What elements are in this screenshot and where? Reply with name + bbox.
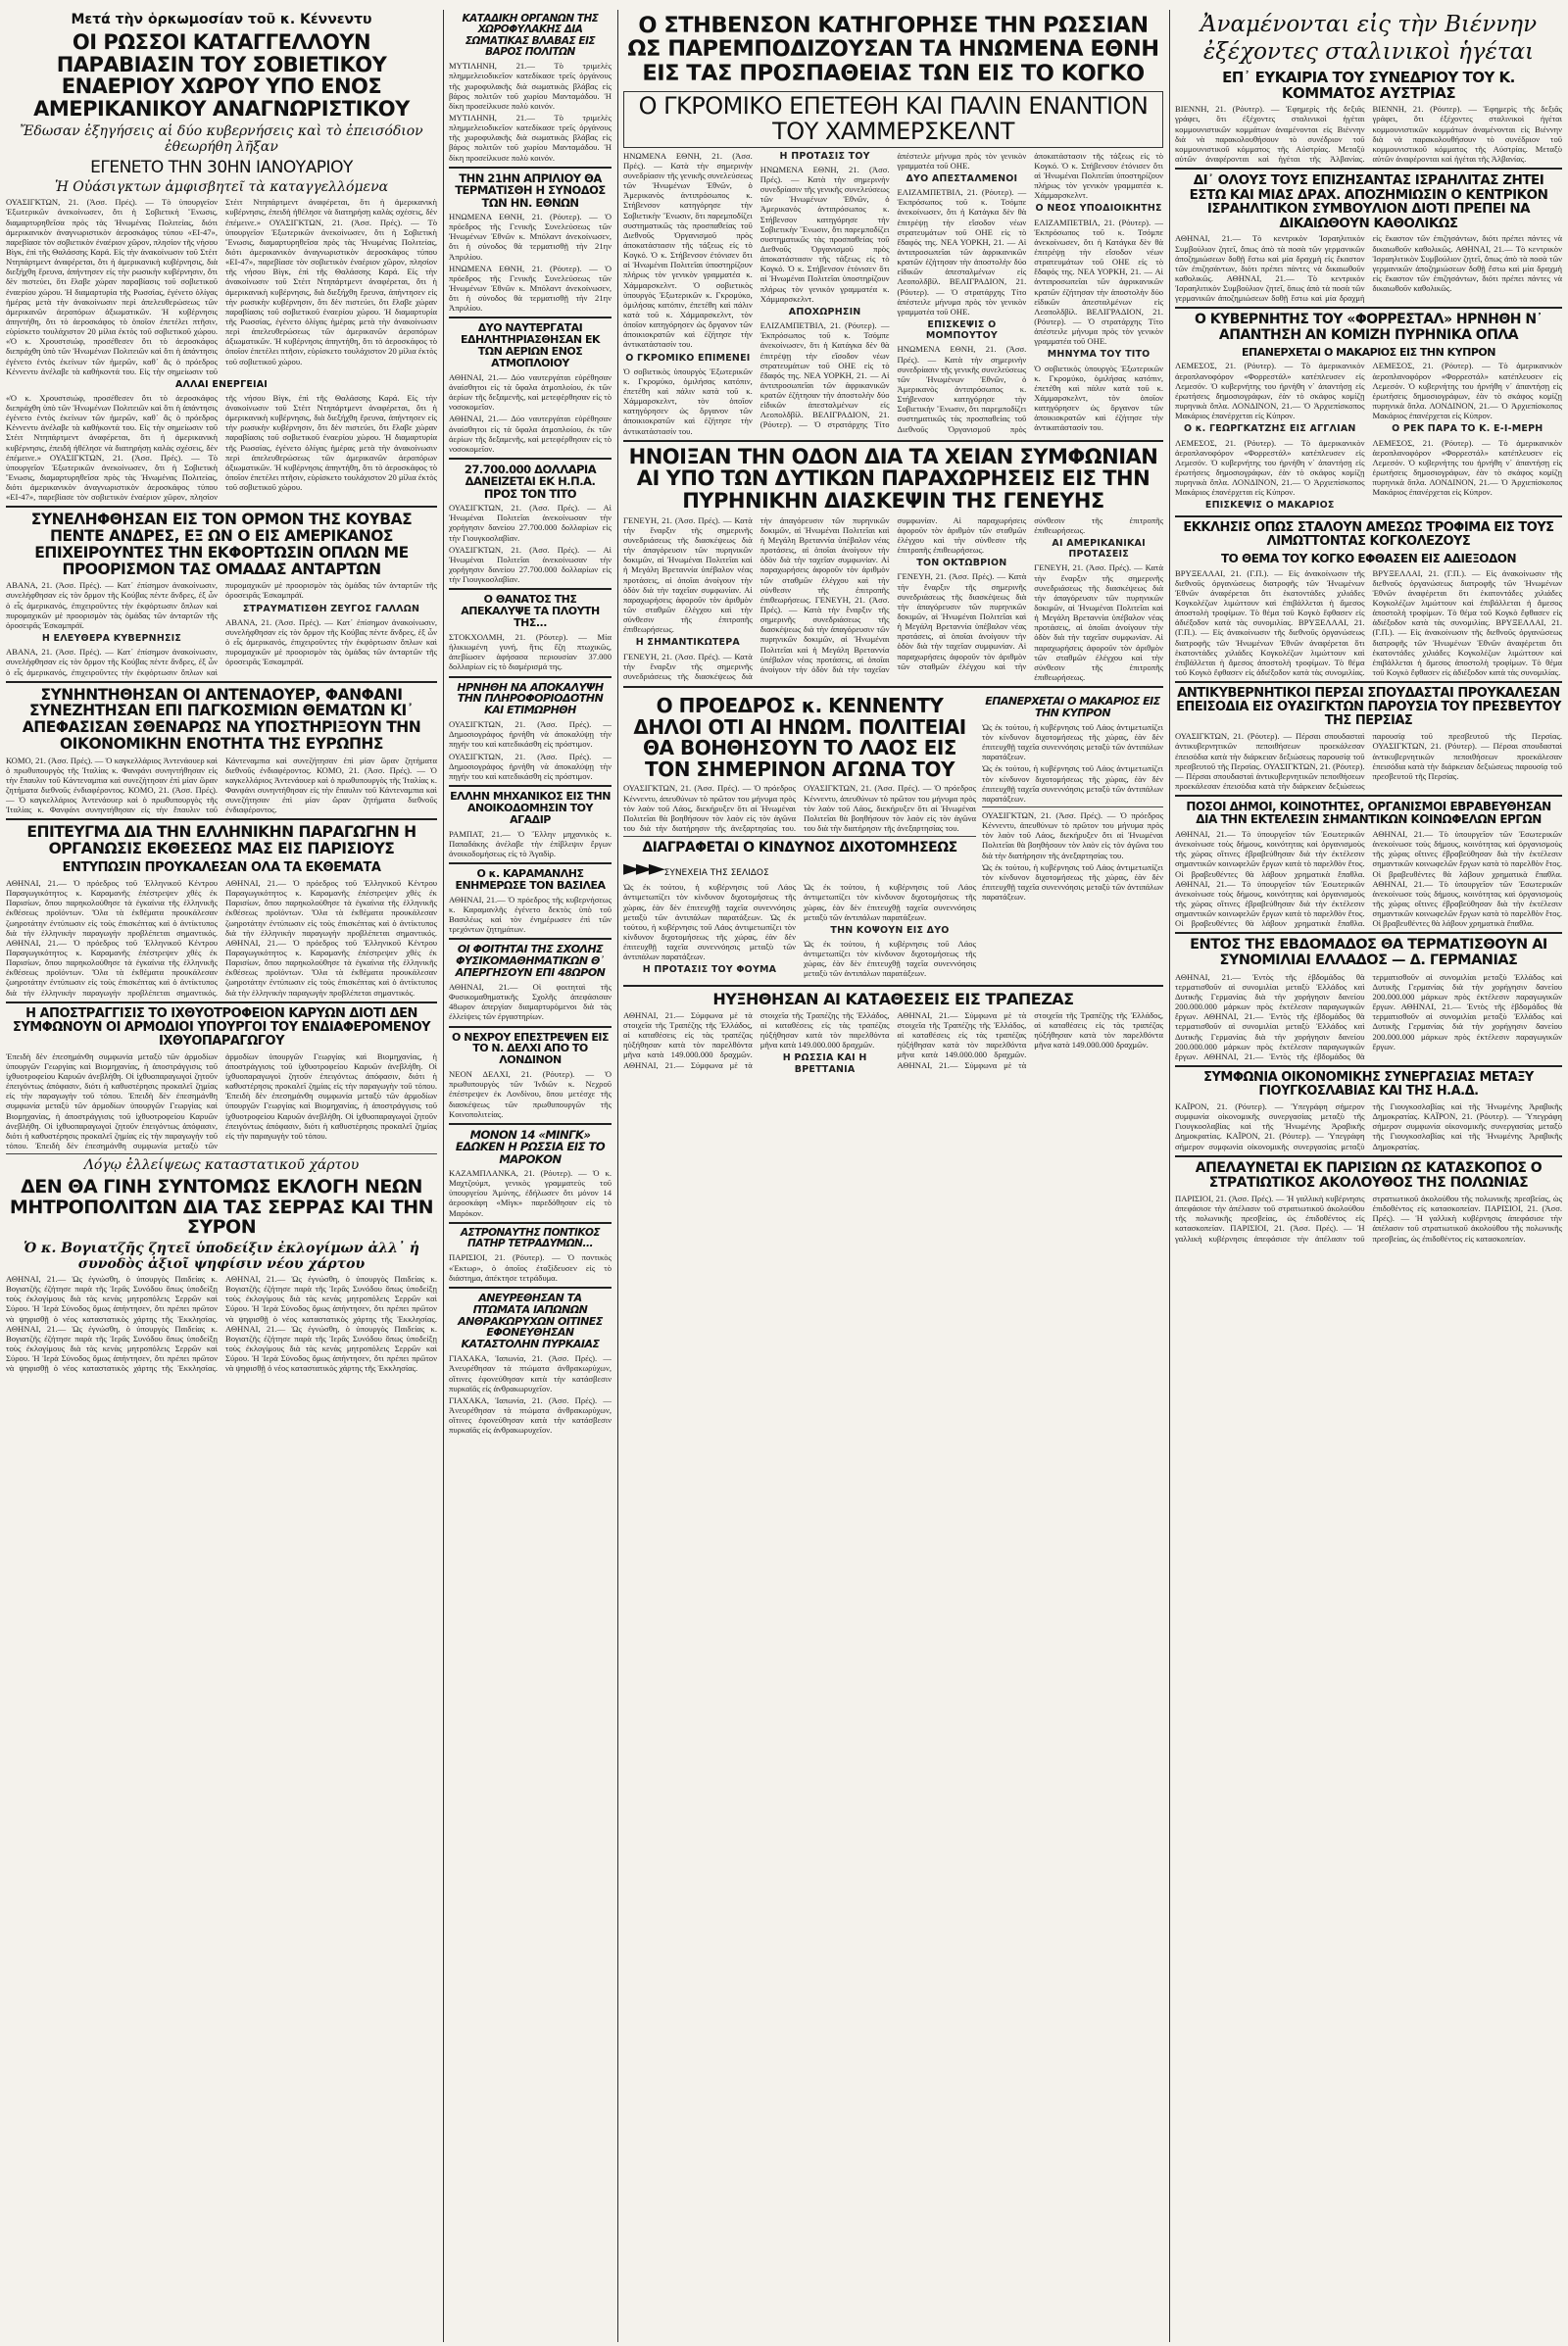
- subheadline: ΕΝΤΥΠΩΣΙΝ ΠΡΟΥΚΑΛΕΣΑΝ ΟΛΑ ΤΑ ΕΚΘΕΜΑΤΑ: [62, 859, 381, 875]
- article-body: [1175, 233, 1562, 303]
- article-text: ΑΘΗΝΑΙ, 21.— Τὸ κεντρικὸν Ἰσραηλιτικὸν Συμβούλιον ζητεῖ, ὅπως ἀπὸ τὰ ποσὰ τῶν γερμανικῶν ἀποζημιώσεων δοθῇ ἔστω καὶ μία δραχμὴ εἰς ἕκαστον τῶν ἐπιζησάντων, διότι πρέπει πάντες νὰ δικαιωθοῦν καθολικῶς.: [1175, 233, 1365, 283]
- subheadline: Ὁ κ. Βογιατζῆς ζητεῖ ὑποδείξιν ἐκλογίμων ἀλλ᾽ ἡ συνοδὸς ἀξιοῖ ψηφίσιν νέου χάρτου: [24, 1240, 419, 1272]
- subheadline: ΤΟ ΘΕΜΑ ΤΟΥ ΚΟΓΚΟ ΕΦΘΑΣΕΝ ΕΙΣ ΑΔΙΕΞΟΔΟΝ: [1220, 551, 1517, 565]
- headline: 27.700.000 ΔΟΛΛΑΡΙΑ ΔΑΝΕΙΖΕΤΑΙ ΕΚ Η.Π.Α. ΠΡΟΣ ΤΟΝ ΤΙΤΟ: [464, 462, 597, 501]
- article-text: Ὡς ἐκ τούτου, ἡ κυβέρνησις τοῦ Λάος ἀντιμετωπίζει τὸν κίνδυνον διχοτομήσεως τῆς χώρας, ἐὰν δὲν ἐπιτευχθῇ ταχεῖα συνεννόησις μεταξὺ τῶν ἀντιπάλων παρατάξεων.: [804, 882, 976, 922]
- side-column: [982, 692, 1163, 981]
- article-text: ΟΥΑΣΙΓΚΤΩΝ, 21. (Ἀσσ. Πρές). — Ὁ πρόεδρος Κέννεντυ, ἀπευθύνων τὸ πρῶτον του μήνυμα πρὸς τὸν λαὸν τοῦ Λάος, διεκήρυξεν ὅτι αἱ Ἡνωμέναι Πολιτεῖαι θὰ βοηθήσουν τὸν λαὸν εἰς τὸν ἀγῶνα του διὰ τὴν διατήρησιν τῆς ἀνεξαρτησίας του.: [982, 809, 1163, 860]
- article-body: [1175, 731, 1562, 791]
- headline: ΔΥΟ ΝΑΥΤΕΡΓΑΤΑΙ ΕΔΗΛΗΤΗΡΙΑΣΘΗΣΑΝ ΕΚ ΤΩΝ ΑΕΡΙΩΝ ΕΝΟΣ ΑΤΜΟΠΛΟΙΟΥ: [460, 321, 600, 369]
- article-text: ΑΘΗΝΑΙ, 21.— Δύο ναυτεργάται εὑρέθησαν ἀναίσθητοι εἰς τὰ ὕφαλα ἀτμοπλοίου, ἐκ τῶν ἀερίων τῆς δεξαμενῆς, καὶ μετεφέρθησαν εἰς τὸ νοσοκομεῖον.: [449, 414, 612, 454]
- article-text: ΕΛΙΖΑΜΠΕΤΒΙΛ, 21. (Ρόυτερ). — Ἐκπρόσωπος τοῦ κ. Τσόμπε ἀνεκοίνωσεν, ὅτι ἡ Κατάγκα δὲν θὰ ἐπιτρέψῃ τὴν εἴσοδον νέων στρατευμάτων τοῦ ΟΗΕ εἰς τὸ ἔδαφός της. ΝΕΑ ΥΟΡΚΗ, 21. — Αἱ ἀντιπροσωπεῖαι τῶν ἀφρικανικῶν κρατῶν ἐζήτησαν τὴν ἀποστολὴν δύο εἰδικῶν ἀπεσταλμένων εἰς Λεοπολδβίλ. ΒΕΛΙΓΡΑΔΙΟΝ, 21. (Ρόυτερ). — Ὁ στρατάρχης Τίτο ἀπέστειλε μήνυμα πρὸς τὸν γενικὸν γραμματέα τοῦ ΟΗΕ.: [897, 187, 1027, 317]
- headline: ΤΗΝ 21ΗΝ ΑΠΡΙΛΙΟΥ ΘΑ ΤΕΡΜΑΤΙΣΘΗ Η ΣΥΝΟΔΟΣ ΤΩΝ ΗΝ. ΕΘΝΩΝ: [455, 171, 606, 210]
- article-text: ΓΕΝΕΥΗ, 21. (Ἀσσ. Πρές). — Κατὰ τὴν ἔναρξιν τῆς σημερινῆς συνεδριάσεως τῆς διασκέψεως διὰ τὴν ἀπαγόρευσιν τῶν πυρηνικῶν δοκιμῶν, αἱ Ἡνωμέναι Πολιτεῖαι καὶ ἡ Μεγάλη Βρεταννία ὑπέβαλον νέας προτάσεις, αἱ ὁποῖαι ἀνοίγουν τὴν ὁδὸν διὰ τὴν ταχεῖαν συμφωνίαν. Αἱ παραχωρήσεις ἀφοροῦν τὸν ἀριθμὸν τῶν σταθμῶν ἐλέγχου καὶ τὴν σύνθεσιν τῆς ἐπιτροπῆς ἐπιθεωρήσεως.: [623, 514, 890, 681]
- article-body: [623, 882, 976, 978]
- arrow-icon: ►►►: [623, 856, 662, 882]
- article-text: ΗΝΩΜΕΝΑ ΕΘΝΗ, 21. (Ρόυτερ). — Ὁ πρόεδρος τῆς Γενικῆς Συνελεύσεως τῶν Ἡνωμένων Ἐθνῶν κ. Μπόλαντ ἀνεκοίνωσεν, ὅτι ἡ σύνοδος θὰ τερματισθῇ τὴν 21ην Ἀπριλίου.: [449, 211, 612, 262]
- article-text: ΑΘΗΝΑΙ, 21.— Σύμφωνα μὲ τὰ στοιχεῖα τῆς Τραπέζης τῆς Ἑλλάδος, αἱ καταθέσεις εἰς τὰς τραπέζας ηὐξήθησαν κατὰ τὸν παρελθόντα μῆνα κατὰ 149.000.000 δραχμῶν.: [623, 1009, 753, 1060]
- headline: ΕΠΙΤΕΥΓΜΑ ΔΙΑ ΤΗΝ ΕΛΛΗΝΙΚΗΝ ΠΑΡΑΓΩΓΗΝ Η ΟΡΓΑΝΩΣΙΣ ΕΚΘΕΣΕΩΣ ΜΑΣ ΕΙΣ ΠΑΡΙΣΙΟΥΣ: [26, 823, 416, 858]
- article-text: ΗΝΩΜΕΝΑ ΕΘΝΗ, 21. (Ἀσσ. Πρές). — Κατὰ τὴν σημερινὴν συνεδρίασιν τῆς γενικῆς συνελεύσεως τῶν Ἡνωμένων Ἐθνῶν, ὁ Ἀμερικανὸς ἀντιπρόσωπος κ. Στήβενσον κατηγόρησε τὴν Σοβιετικὴν Ἕνωσιν, ὅτι παρεμποδίζει συστηματικῶς τὰς προσπαθείας τοῦ Διεθνοῦς Ὀργανισμοῦ πρὸς ἀποκατάστασιν τῆς τάξεως εἰς τὸ Κογκό. Ὁ κ. Στήβενσον ἐτόνισεν ὅτι αἱ Ἡνωμέναι Πολιτεῖαι ὑποστηρίζουν πλήρως τὸν γενικὸν γραμματέα κ. Χάμμαρσκελντ.: [897, 150, 1163, 434]
- article-text: ΚΑΪΡΟΝ, 21. (Ρόυτερ). — Ὑπεγράφη σήμερον συμφωνία οἰκονομικῆς συνεργασίας μεταξὺ τῆς Γιουγκοσλαβίας καὶ τῆς Ἡνωμένης Ἀραβικῆς Δημοκρατίας.: [1175, 1101, 1562, 1151]
- article-body: [6, 1051, 437, 1150]
- section-label: Ο ΓΚΡΟΜΙΚΟ ΕΠΙΜΕΝΕΙ: [625, 352, 751, 364]
- article-body: [6, 197, 437, 376]
- article-text: ΑΘΗΝΑΙ, 21.— Δύο ναυτεργάται εὑρέθησαν ἀναίσθητοι εἰς τὰ ὕφαλα ἀτμοπλοίου, ἐκ τῶν ἀερίων τῆς δεξαμενῆς, καὶ μετεφέρθησαν εἰς τὸ νοσοκομεῖον.: [449, 371, 612, 413]
- article-body: [6, 1274, 437, 1373]
- article-text: ΟΥΑΣΙΓΚΤΩΝ, 21. (Ρόυτερ). — Πέρσαι σπουδασταὶ ἀντικυβερνητικῶν πεποιθήσεων προεκάλεσαν ἐπεισόδια κατὰ τὴν διάρκειαν δεξιώσεως παρουσίᾳ τοῦ πρεσβευτοῦ τῆς Περσίας.: [1175, 731, 1562, 791]
- article-text: ΑΒΑΝΑ, 21. (Ἀσσ. Πρές). — Κατ᾽ ἐπίσημον ἀνακοίνωσιν, συνελήφθησαν εἰς τὸν ὅρμον τῆς Κούβας πέντε ἄνδρες, ἐξ ὧν ὁ εἷς ἀμερικανός, ἐπιχειροῦντες τὴν ἐκφόρτωσιν ὅπλων καὶ πυρομαχικῶν μὲ προορισμὸν τὰς ὁμάδας τῶν ἀνταρτῶν τῆς ὀροσειρᾶς Ἐσκαμπράϊ.: [6, 580, 218, 630]
- column-1: [6, 10, 437, 2342]
- section-label: ΔΥΟ ΑΠΕΣΤΑΛΜΕΝΟΙ: [906, 172, 1018, 184]
- article-text: ΣΤΟΚΧΟΛΜΗ, 21. (Ρόυτερ). — Μία ἡλικιωμένη γυνή, ἥτις ἔζη πτωχικῶς, ἀπεβίωσεν ἀφήσασα περιουσίαν 37.000 δολλαρίων εἰς τὸ διαμέρισμά της.: [449, 631, 612, 672]
- article-text: Ὁ σοβιετικὸς ὑπουργὸς Ἐξωτερικῶν κ. Γκρομύκο, ὁμιλήσας κατόπιν, ἐπετέθη καὶ πάλιν κατὰ τοῦ κ. Χάμμαρσκελντ, τὸν ὁποῖον κατηγόρησεν ὡς ὄργανον τῶν ἀποικιοκρατῶν καὶ ἐζήτησε τὴν ἀντικατάστασίν του.: [623, 279, 753, 350]
- article-text: ΟΥΑΣΙΓΚΤΩΝ, 21. (Ἀσσ. Πρές). — Ὁ πρόεδρος Κέννεντυ, ἀπευθύνων τὸ πρῶτον του μήνυμα πρὸς τὸν λαὸν τοῦ Λάος, διεκήρυξεν ὅτι αἱ Ἡνωμέναι Πολιτεῖαι θὰ βοηθήσουν τὸν λαὸν εἰς τὸν ἀγῶνα του διὰ τὴν διατήρησιν τῆς ἀνεξαρτησίας του.: [804, 783, 976, 834]
- article-text: ΑΘΗΝΑΙ, 21.— Ὡς ἐγνώσθη, ὁ ὑπουργὸς Παιδείας κ. Βογιατζῆς ἐζήτησε παρὰ τῆς Ἱερᾶς Συνόδου ὅπως ὑποδείξῃ τοὺς ἐκλογίμους διὰ τὰς κενὰς μητροπόλεις Σερρῶν καὶ Σύρου. Ἡ Ἱερὰ Σύνοδος ὅμως ἀπήντησεν, ὅτι πρέπει πρῶτον νὰ ψηφισθῇ ὁ νέος καταστατικὸς χάρτης τῆς Ἐκκλησίας.: [225, 1273, 437, 1324]
- article-body: [623, 151, 1163, 436]
- article-text: ΝΕΟΝ ΔΕΛΧΙ, 21. (Ρόυτερ). — Ὁ πρωθυπουργὸς τῶν Ἰνδιῶν κ. Νεχροῦ ἐπέστρεψεν ἐκ Λονδίνου, ὅπου μετέσχε τῆς διασκέψεως τῶν πρωθυπουργῶν τῆς Κοινοπολιτείας.: [449, 1069, 612, 1119]
- continuation-note: [623, 858, 976, 880]
- article-text: Ἐπειδὴ δὲν ἐπεσημάνθη συμφωνία μεταξὺ τῶν ἁρμοδίων ὑπουργῶν Γεωργίας καὶ Βιομηχανίας, ἡ ἀποστράγγισις τοῦ ἰχθυοτροφείου Καρυῶν ἀνεβλήθη. Οἱ ἰχθυοπαραγωγοὶ ζητοῦν ἐπειγόντως ἀπόφασιν, διότι ἡ καθυστέρησις προκαλεῖ ζημίας εἰς τὴν παραγωγὴν τοῦ τόπου.: [225, 1091, 437, 1141]
- headline: ΕΛΛΗΝ ΜΗΧΑΝΙΚΟΣ ΕΙΣ ΤΗΝ ΑΝΟΙΚΟΔΟΜΗΣΙΝ ΤΟΥ ΑΓΑΔΙΡ: [450, 789, 611, 826]
- article-text: ΑΘΗΝΑΙ, 21.— Τὸ ὑπουργεῖον τῶν Ἐσωτερικῶν ἀνεκοίνωσε τοὺς δήμους, κοινότητας καὶ ὀργανισμοὺς τῆς χώρας οἵτινες ἐβραβεύθησαν διὰ τὴν ἐκτέλεσιν σημαντικῶν κοινωφελῶν ἔργων κατὰ τὸ παρελθὸν ἔτος. Οἱ βραβευθέντες θὰ λάβουν χρηματικὰ ἔπαθλα.: [1372, 878, 1562, 929]
- article-text: ΕΛΙΖΑΜΠΕΤΒΙΛ, 21. (Ρόυτερ). — Ἐκπρόσωπος τοῦ κ. Τσόμπε ἀνεκοίνωσεν, ὅτι ἡ Κατάγκα δὲν θὰ ἐπιτρέψῃ τὴν εἴσοδον νέων στρατευμάτων τοῦ ΟΗΕ εἰς τὸ ἔδαφός της. ΝΕΑ ΥΟΡΚΗ, 21. — Αἱ ἀντιπροσωπεῖαι τῶν ἀφρικανικῶν κρατῶν ἐζήτησαν τὴν ἀποστολὴν δύο εἰδικῶν ἀπεσταλμένων εἰς Λεοπολδβίλ. ΒΕΛΙΓΡΑΔΙΟΝ, 21. (Ρόυτερ). — Ὁ στρατάρχης Τίτο ἀπέστειλε μήνυμα πρὸς τὸν γενικὸν γραμματέα τοῦ ΟΗΕ.: [1034, 217, 1163, 347]
- article-text: ΒΙΕΝΝΗ, 21. (Ρόυτερ). — Ἐφημερὶς τῆς δεξιᾶς γράφει, ὅτι ἐξέχοντες σταλινικοὶ ἡγέται κομμουνιστικῶν κομμάτων ἀναμένονται εἰς Βιέννην διὰ νὰ παρακολουθήσουν τὸ συνέδριον τοῦ κομμουνιστικοῦ κόμματος τῆς Αὐστρίας. Μεταξὺ αὐτῶν ἀναφέρονται καὶ ἡγέται τῆς Ἀλβανίας.: [1372, 104, 1562, 164]
- headline: ΑΝΤΙΚΥΒΕΡΝΗΤΙΚΟΙ ΠΕΡΣΑΙ ΣΠΟΥΔΑΣΤΑΙ ΠΡΟΥΚΑΛΕΣΑΝ ΕΠΕΙΣΟΔΙΑ ΕΙΣ ΟΥΑΣΙΓΚΤΩΝ ΠΑΡΟΥΣΙΑ ΤΟΥ ΠΡΕΣΒΕΥΤΟΥ ΤΗΣ ΠΕΡΣΙΑΣ: [1176, 686, 1561, 729]
- article-text: ΚΑΪΡΟΝ, 21. (Ρόυτερ). — Ὑπεγράφη σήμερον συμφωνία οἰκονομικῆς συνεργασίας μεταξὺ τῆς Γιουγκοσλαβίας καὶ τῆς Ἡνωμένης Ἀραβικῆς Δημοκρατίας.: [1175, 1101, 1365, 1142]
- headline: Ο ΝΕΧΡΟΥ ΕΠΕΣΤΡΕΨΕΝ ΕΙΣ ΤΟ Ν. ΔΕΛΧΙ ΑΠΟ ΤΟ ΛΟΝΔΙΝΟΝ: [452, 1030, 609, 1067]
- section-label: Η ΠΡΟΤΑΣΙΣ ΤΟΥ: [779, 150, 870, 162]
- headline: ΗΝΟΙΞΑΝ ΤΗΝ ΟΔΟΝ ΔΙΑ ΤΑ ΧΕΙΑΝ ΣΥΜΦΩΝΙΑΝ ΑΙ ΥΠΟ ΤΩΝ ΔΥΤΙΚΩΝ ΠΑΡΑΧΩΡΗΣΕΙΣ ΕΙΣ ΤΗΝ ΠΥΡΗΝΙΚΗΝ ΔΙΑΣΚΕΨΙΝ ΤΗΣ ΓΕΝΕΥΗΣ: [628, 444, 1158, 513]
- headline: Ἀναμένονται εἰς τὴν Βιέννην: [1200, 12, 1538, 37]
- article-text: ΟΥΑΣΙΓΚΤΩΝ, 21. (Ἀσσ. Πρές). — Αἱ Ἡνωμέναι Πολιτεῖαι ἀνεκοίνωσαν τὴν χορήγησιν δανείου 27.700.000 δολλαρίων εἰς τὴν Γιουγκοσλαβίαν.: [449, 503, 612, 543]
- headline: Ο ΓΚΡΟΜΙΚΟ ΕΠΕΤΕΘΗ ΚΑΙ ΠΑΛΙΝ ΕΝΑΝΤΙΟΝ ΤΟΥ ΧΑΜΜΕΡΣΚΕΛΝΤ: [623, 91, 1163, 148]
- headline: Ο ΠΡΟΕΔΡΟΣ κ. ΚΕΝΝΕΝΤΥ ΔΗΛΟΙ ΟΤΙ ΑΙ ΗΝΩΜ. ΠΟΛΙΤΕΙΑΙ ΘΑ ΒΟΗΘΗΣΟΥΝ ΤΟ ΛΑΟΣ ΕΙΣ ΤΟΝ ΣΗΜΕΡΙΝΟΝ ΑΓΩΝΑ ΤΟΥ: [633, 694, 966, 781]
- article-text: ΑΘΗΝΑΙ, 21.— Σύμφωνα μὲ τὰ στοιχεῖα τῆς Τραπέζης τῆς Ἑλλάδος, αἱ καταθέσεις εἰς τὰς τραπέζας ηὐξήθησαν κατὰ τὸν παρελθόντα μῆνα κατὰ 149.000.000 δραχμῶν.: [897, 1009, 1027, 1060]
- article-body: [6, 393, 437, 503]
- article-body: [623, 783, 976, 833]
- headline: ΠΟΣΟΙ ΔΗΜΟΙ, ΚΟΙΝΟΤΗΤΕΣ, ΟΡΓΑΝΙΣΜΟΙ ΕΒΡΑΒΕΥΘΗΣΑΝ ΔΙΑ ΤΗΝ ΕΚΤΕΛΕΣΙΝ ΣΗΜΑΝΤΙΚΩΝ ΚΟΙΝΩΦΕΛΩΝ ΕΡΓΩΝ: [1186, 800, 1551, 827]
- article-text: ΓΙΑΧΑΚΑ, Ἰαπωνία, 21. (Ἀσσ. Πρές). — Ἀνευρέθησαν τὰ πτώματα ἀνθρακωρύχων, οἵτινες ἐφονεύθησαν κατὰ τὴν κατάσβεσιν πυρκαϊᾶς εἰς ἀνθρακωρυχεῖον.: [449, 1394, 612, 1436]
- article-text: Ὡς ἐκ τούτου, ἡ κυβέρνησις τοῦ Λάος ἀντιμετωπίζει τὸν κίνδυνον διχοτομήσεως τῆς χώρας, ἐὰν δὲν ἐπιτευχθῇ ταχεῖα συνεννόησις μεταξὺ τῶν ἀντιπάλων παρατάξεων.: [623, 882, 796, 922]
- article-text: Ὡς ἐκ τούτου, ἡ κυβέρνησις τοῦ Λάος ἀντιμετωπίζει τὸν κίνδυνον διχοτομήσεως τῆς χώρας, ἐὰν δὲν ἐπιτευχθῇ ταχεῖα συνεννόησις μεταξὺ τῶν ἀντιπάλων παρατάξεων.: [982, 763, 1163, 804]
- article-text: ΚΟΜΟ, 21. (Ἀσσ. Πρές). — Ὁ καγκελλάριος Ἀντενάουερ καὶ ὁ πρωθυπουργὸς τῆς Ἰταλίας κ. Φανφάνι συνηντήθησαν εἰς τὴν ἔπαυλιν τοῦ Κάντεναμπια καὶ συνεζήτησαν ἐπὶ μίαν ὥραν ζητήματα διεθνοῦς ἐνδιαφέροντος.: [6, 755, 218, 796]
- subheadline: ΕΓΕΝΕΤΟ ΤΗΝ 30ΗΝ ΙΑΝΟΥΑΡΙΟΥ: [90, 157, 353, 177]
- section-label: ΕΠΙΣΚΕΨΙΣ Ο ΜΟΜΠΟΥΤΟΥ: [925, 319, 998, 342]
- section-label: ΜΗΝΥΜΑ ΤΟΥ ΤΙΤΟ: [1047, 349, 1151, 361]
- section-label: ΑΠΟΧΩΡΗΣΙΝ: [788, 306, 861, 318]
- article-text: ΒΡΥΞΕΛΛΑΙ, 21. (Γ.Π.). — Εἰς ἀνακοίνωσιν τῆς διεθνοῦς ὀργανώσεως διατροφῆς τῶν Ἡνωμένων Ἐθνῶν ἀναφέρεται ὅτι ἑκατοντάδες χιλιάδες Κογκολέζων λιμώττουν καὶ ἐπιβάλλεται ἡ ἄμεσος ἀποστολὴ τροφίμων. Τὸ θέμα τοῦ Κογκὸ ἔφθασεν εἰς ἀδιέξοδον κατὰ τὰς συνομιλίας.: [1175, 617, 1365, 677]
- section-label: Η ΠΡΟΤΑΣΙΣ ΤΟΥ ΦΟΥΜΑ: [642, 964, 777, 976]
- headline: ΟΙ ΡΩΣΣΟΙ ΚΑΤΑΓΓΕΛΛΟΥΝ ΠΑΡΑΒΙΑΣΙΝ ΤΟΥ ΣΟΒΙΕΤΙΚΟΥ ΕΝΑΕΡΙΟΥ ΧΩΡΟΥ ΥΠΟ ΕΝΟΣ ΑΜΕΡΙΚΑΝΙΚΟΥ ΑΝΑΓΝΩΡΙΣΤΙΚΟΥ: [33, 30, 410, 122]
- headline: ΑΠΕΛΑΥΝΕΤΑΙ ΕΚ ΠΑΡΙΣΙΩΝ ΩΣ ΚΑΤΑΣΚΟΠΟΣ Ο ΣΤΡΑΤΙΩΤΙΚΟΣ ΑΚΟΛΟΥΘΟΣ ΤΗΣ ΠΟΛΩΝΙΑΣ: [1195, 1159, 1543, 1191]
- article-text: «Ὁ κ. Χρουστσιώφ, προσέθεσεν ὅτι τὸ ἀεροσκάφος διεπράχθη ὑπὸ τῶν Ἡνωμένων Πολιτειῶν καὶ ὅτι ἡ ἀπάντησις ἐγένετο ἐντὸς ἐκείνων τῶν ἡμερῶν, καθ᾽ ἃς ὁ πρόεδρος Κέννεντυ ἀνέλαβε τὰ καθήκοντά του. Εἰς τὴν σημείωσιν τοῦ Στέιτ Ντηπάρτμεντ ἀναφέρεται, ὅτι ἡ ἀμερικανικὴ κυβέρνησις, ἐπειδὴ ἠθέλησε νὰ διατηρήσῃ καλὰς σχέσεις, δὲν ἐπέμεινε.»: [6, 392, 218, 463]
- article-text: ΠΑΡΙΣΙΟΙ, 21. (Ἀσσ. Πρές). — Ἡ γαλλικὴ κυβέρνησις ἀπεφάσισε τὴν ἀπέλασιν τοῦ στρατιωτικοῦ ἀκολούθου τῆς πολωνικῆς πρεσβείας, ὡς ἐπιδοθέντος εἰς κατασκοπείαν.: [1175, 1193, 1365, 1234]
- section-label: ΤΗΝ ΚΟΨΟΥΝ ΕΙΣ ΔΥΟ: [830, 924, 950, 936]
- article-text: ΚΟΜΟ, 21. (Ἀσσ. Πρές). — Ὁ καγκελλάριος Ἀντενάουερ καὶ ὁ πρωθυπουργὸς τῆς Ἰταλίας κ. Φανφάνι συνηντήθησαν εἰς τὴν ἔπαυλιν τοῦ Κάντεναμπια καὶ συνεζήτησαν ἐπὶ μίαν ὥραν ζητήματα διεθνοῦς ἐνδιαφέροντος.: [6, 755, 437, 815]
- article-text: ΑΘΗΝΑΙ, 21.— Ὡς ἐγνώσθη, ὁ ὑπουργὸς Παιδείας κ. Βογιατζῆς ἐζήτησε παρὰ τῆς Ἱερᾶς Συνόδου ὅπως ὑποδείξῃ τοὺς ἐκλογίμους διὰ τὰς κενὰς μητροπόλεις Σερρῶν καὶ Σύρου. Ἡ Ἱερὰ Σύνοδος ὅμως ἀπήντησεν, ὅτι πρέπει πρῶτον νὰ ψηφισθῇ ὁ νέος καταστατικὸς χάρτης τῆς Ἐκκλησίας.: [225, 1323, 437, 1374]
- headline: ΜΟΝΟΝ 14 «ΜΙΝΓΚ» ΕΔΩΚΕΝ Η ΡΩΣΣΙΑ ΕΙΣ ΤΟ ΜΑΡΟΚΟΝ: [455, 1127, 606, 1166]
- article-body: [6, 580, 437, 676]
- section-label: Ο κ. ΓΕΩΡΓΚΑΤΖΗΣ ΕΙΣ ΑΓΓΛΙΑΝ: [1183, 423, 1356, 435]
- headline: ΣΥΜΦΩΝΙΑ ΟΙΚΟΝΟΜΙΚΗΣ ΣΥΝΕΡΓΑΣΙΑΣ ΜΕΤΑΞΥ ΓΙΟΥΓΚΟΣΛΑΒΙΑΣ ΚΑΙ ΤΗΣ Η.Α.Δ.: [1203, 1069, 1534, 1099]
- headline: Η ΑΠΟΣΤΡΑΓΓΙΣΙΣ ΤΟ ΙΧΘΥΟΤΡΟΦΕΙΟΝ ΚΑΡΥΩΝ ΔΙΟΤΙ ΔΕΝ ΣΥΜΦΩΝΟΥΝ ΟΙ ΑΡΜΟΔΙΟΙ ΥΠΟΥΡΓΟΙ ΤΟΥ ΕΝΔΙΑΦΕΡΟΜΕΝΟΥ ΙΧΘΥΟΠΑΡΑΓΩΓΟΥ: [12, 1005, 431, 1049]
- article-text: Ὁ σοβιετικὸς ὑπουργὸς Ἐξωτερικῶν κ. Γκρομύκο, ὁμιλήσας κατόπιν, ἐπετέθη καὶ πάλιν κατὰ τοῦ κ. Χάμμαρσκελντ, τὸν ὁποῖον κατηγόρησεν ὡς ὄργανον τῶν ἀποικιοκρατῶν καὶ ἐζήτησε τὴν ἀντικατάστασίν του.: [623, 366, 753, 436]
- article-body: [6, 756, 437, 815]
- article-text: ΑΘΗΝΑΙ, 21.— Ὡς ἐγνώσθη, ὁ ὑπουργὸς Παιδείας κ. Βογιατζῆς ἐζήτησε παρὰ τῆς Ἱερᾶς Συνόδου ὅπως ὑποδείξῃ τοὺς ἐκλογίμους διὰ τὰς κενὰς μητροπόλεις Σερρῶν καὶ Σύρου. Ἡ Ἱερὰ Σύνοδος ὅμως ἀπήντησεν, ὅτι πρέπει πρῶτον νὰ ψηφισθῇ ὁ νέος καταστατικὸς χάρτης τῆς Ἐκκλησίας.: [6, 1273, 218, 1324]
- headline: ΕΚΚΛΗΣΙΣ ΟΠΩΣ ΣΤΑΛΟΥΝ ΑΜΕΣΩΣ ΤΡΟΦΙΜΑ ΕΙΣ ΤΟΥΣ ΛΙΜΩΤΤΟΝΤΑΣ ΚΟΓΚΟΛΕΖΟΥΣ: [1183, 519, 1554, 549]
- article-text: ΒΡΥΞΕΛΛΑΙ, 21. (Γ.Π.). — Εἰς ἀνακοίνωσιν τῆς διεθνοῦς ὀργανώσεως διατροφῆς τῶν Ἡνωμένων Ἐθνῶν ἀναφέρεται ὅτι ἑκατοντάδες χιλιάδες Κογκολέζων λιμώττουν καὶ ἐπιβάλλεται ἡ ἄμεσος ἀποστολὴ τροφίμων. Τὸ θέμα τοῦ Κογκὸ ἔφθασεν εἰς ἀδιέξοδον κατὰ τὰς συνομιλίας.: [1175, 567, 1365, 628]
- section-label: ΤΟΝ ΟΚΤΩΒΡΙΟΝ: [916, 558, 1007, 569]
- headline: ΕΠΑΝΕΡΧΕΤΑΙ Ο ΜΑΚΑΡΙΟΣ ΕΙΣ ΤΗΝ ΚΥΠΡΟΝ: [985, 695, 1160, 719]
- article-text: ΓΙΑΧΑΚΑ, Ἰαπωνία, 21. (Ἀσσ. Πρές). — Ἀνευρέθησαν τὰ πτώματα ἀνθρακωρύχων, οἵτινες ἐφονεύθησαν κατὰ τὴν κατάσβεσιν πυρκαϊᾶς εἰς ἀνθρακωρυχεῖον.: [449, 1353, 612, 1393]
- article-body: [6, 878, 437, 998]
- article-text: ΑΘΗΝΑΙ, 21.— Ὁ πρόεδρος τοῦ Ἑλληνικοῦ Κέντρου Παραγωγικότητος κ. Καραμανῆς ἐπέστρεψεν χθὲς ἐκ Παρισίων, ὅπου παρηκολούθησε τὰ ἐγκαίνια τῆς ἑλληνικῆς ἐκθέσεως προϊόντων. Ὅλα τὰ ἐκθέματα προυκάλεσαν ζωηροτάτην ἐντύπωσιν εἰς τοὺς ἐπισκέπτας καὶ ὁ ἀντίκτυπος διὰ τὴν ἑλληνικὴν παραγωγὴν προβλέπεται σημαντικός.: [6, 937, 218, 998]
- headline: ΣΥΝΗΝΤΗΘΗΣΑΝ ΟΙ ΑΝΤΕΝΑΟΥΕΡ, ΦΑΝΦΑΝΙ ΣΥΝΕΖΗΤΗΣΑΝ ΕΠΙ ΠΑΓΚΟΣΜΙΩΝ ΘΕΜΑΤΩΝ ΚΙ᾽ ΑΠΕΦΑΣΙΣΑΝ ΣΘΕΝΑΡΩΣ ΝΑ ΥΠΟΣΤΗΡΙΞΟΥΝ ΤΗΝ ΟΙΚΟΝΟΜΙΚΗΝ ΕΝΟΤΗΤΑ ΤΗΣ ΕΥΡΩΠΗΣ: [22, 685, 421, 753]
- article-text: ΓΕΝΕΥΗ, 21. (Ἀσσ. Πρές). — Κατὰ τὴν ἔναρξιν τῆς σημερινῆς συνεδριάσεως τῆς διασκέψεως διὰ τὴν ἀπαγόρευσιν τῶν πυρηνικῶν δοκιμῶν, αἱ Ἡνωμέναι Πολιτεῖαι καὶ ἡ Μεγάλη Βρεταννία ὑπέβαλον νέας προτάσεις, αἱ ὁποῖαι ἀνοίγουν τὴν ὁδὸν διὰ τὴν ταχεῖαν συμφωνίαν. Αἱ παραχωρήσεις ἀφοροῦν τὸν ἀριθμὸν τῶν σταθμῶν ἐλέγχου καὶ τὴν σύνθεσιν τῆς ἐπιτροπῆς ἐπιθεωρήσεως.: [897, 514, 1163, 671]
- headline: Ο ΘΑΝΑΤΟΣ ΤΗΣ ΑΠΕΚΑΛΥΨΕ ΤΑ ΠΛΟΥΤΗ ΤΗΣ...: [461, 593, 600, 630]
- article-text: ΑΒΑΝΑ, 21. (Ἀσσ. Πρές). — Κατ᾽ ἐπίσημον ἀνακοίνωσιν, συνελήφθησαν εἰς τὸν ὅρμον τῆς Κούβας πέντε ἄνδρες, ἐξ ὧν ὁ εἷς ἀμερικανός, ἐπιχειροῦντες τὴν ἐκφόρτωσιν ὅπλων καὶ πυρομαχικῶν μὲ προορισμὸν τὰς ὁμάδας τῶν ἀνταρτῶν τῆς ὀροσειρᾶς Ἐσκαμπράϊ.: [225, 616, 437, 667]
- column-4: [1175, 10, 1562, 2342]
- article-text: ΑΘΗΝΑΙ, 21.— Τὸ ὑπουργεῖον τῶν Ἐσωτερικῶν ἀνεκοίνωσε τοὺς δήμους, κοινότητας καὶ ὀργανισμοὺς τῆς χώρας οἵτινες ἐβραβεύθησαν διὰ τὴν ἐκτέλεσιν σημαντικῶν κοινωφελῶν ἔργων κατὰ τὸ παρελθὸν ἔτος. Οἱ βραβευθέντες θὰ λάβουν χρηματικὰ ἔπαθλα.: [1175, 878, 1365, 929]
- kicker: Μετά τὴν ὁρκωμοσίαν τοῦ κ. Κέννεντυ: [71, 12, 372, 27]
- article-body: [1175, 1101, 1562, 1151]
- article-text: Ἐπειδὴ δὲν ἐπεσημάνθη συμφωνία μεταξὺ τῶν ἁρμοδίων ὑπουργῶν Γεωργίας καὶ Βιομηχανίας, ἡ ἀποστράγγισις τοῦ ἰχθυοτροφείου Καρυῶν ἀνεβλήθη. Οἱ ἰχθυοπαραγωγοὶ ζητοῦν ἐπειγόντως ἀπόφασιν, διότι ἡ καθυστέρησις προκαλεῖ ζημίας εἰς τὴν παραγωγὴν τοῦ τόπου.: [34, 1051, 437, 1150]
- column-rule: [1169, 10, 1170, 2342]
- article-text: ΟΥΑΣΙΓΚΤΩΝ, 21. (Ἀσσ. Πρές). — Ὁ πρόεδρος Κέννεντυ, ἀπευθύνων τὸ πρῶτον του μήνυμα πρὸς τὸν λαὸν τοῦ Λάος, διεκήρυξεν ὅτι αἱ Ἡνωμέναι Πολιτεῖαι θὰ βοηθήσουν τὸν λαὸν εἰς τὸν ἀγῶνα του διὰ τὴν διατήρησιν τῆς ἀνεξαρτησίας του.: [623, 783, 796, 834]
- article-text: ΟΥΑΣΙΓΚΤΩΝ, 21. (Ρόυτερ). — Πέρσαι σπουδασταὶ ἀντικυβερνητικῶν πεποιθήσεων προεκάλεσαν ἐπεισόδια κατὰ τὴν διάρκειαν δεξιώσεως παρουσίᾳ τοῦ πρεσβευτοῦ τῆς Περσίας.: [1175, 731, 1365, 771]
- article-text: Ὡς ἐκ τούτου, ἡ κυβέρνησις τοῦ Λάος ἀντιμετωπίζει τὸν κίνδυνον διχοτομήσεως τῆς χώρας, ἐὰν δὲν ἐπιτευχθῇ ταχεῖα συνεννόησις μεταξὺ τῶν ἀντιπάλων παρατάξεων.: [804, 939, 976, 979]
- article-text: ΛΕΜΕΣΟΣ, 21. (Ρόυτερ). — Τὸ ἀμερικανικὸν ἀεροπλανοφόρον «Φορρεστάλ» κατέπλευσεν εἰς Λεμεσόν. Ὁ κυβερνήτης του ἠρνήθη ν᾽ ἀπαντήσῃ εἰς ἐρωτήσεις δημοσιογράφων, ἐὰν τὸ σκάφος κομίζῃ πυρηνικὰ ὅπλα. ΛΟΝΔΙΝΟΝ, 21.— Ὁ Ἀρχιεπίσκοπος Μακάριος ἐπανέρχεται εἰς Κύπρον.: [1372, 437, 1562, 498]
- section-label: ΕΠΙΣΚΕΨΙΣ Ο ΜΑΚΑΡΙΟΣ: [1204, 500, 1335, 512]
- subheadline: Ἔδωσαν ἐξηγήσεις αἱ δύο κυβερνήσεις καὶ τὸ ἐπεισόδιον ἐθεωρήθη λῆξαν: [20, 122, 423, 155]
- headline: Ο ΣΤΗΒΕΝΣΟΝ ΚΑΤΗΓΟΡΗΣΕ ΤΗΝ ΡΩΣΣΙΑΝ ΩΣ ΠΑΡΕΜΠΟΔΙΖΟΥΣΑΝ ΤΑ ΗΝΩΜΕΝΑ ΕΘΝΗ ΕΙΣ ΤΑΣ ΠΡΟΣΠΑΘΕΙΑΣ ΤΩΝ ΕΙΣ ΤΟ ΚΟΓΚΟ: [627, 13, 1159, 86]
- section-label: Ο ΡΕΚ ΠΑΡΑ ΤΟ Κ. Ε-Ι-ΜΕΡΗ: [1392, 423, 1544, 435]
- column-rule: [443, 10, 444, 2342]
- article-text: ΒΡΥΞΕΛΛΑΙ, 21. (Γ.Π.). — Εἰς ἀνακοίνωσιν τῆς διεθνοῦς ὀργανώσεως διατροφῆς τῶν Ἡνωμένων Ἐθνῶν ἀναφέρεται ὅτι ἑκατοντάδες χιλιάδες Κογκολέζων λιμώττουν καὶ ἐπιβάλλεται ἡ ἄμεσος ἀποστολὴ τροφίμων. Τὸ θέμα τοῦ Κογκὸ ἔφθασεν εἰς ἀδιέξοδον κατὰ τὰς συνομιλίας.: [1372, 567, 1562, 628]
- article-text: ΠΑΡΙΣΙΟΙ, 21. (Ρόυτερ). — Ὁ ποντικὸς «Ἑκτωρ», ὁ ὁποῖος ἐταξίδευσεν εἰς τὸ διάστημα, ἀπέκτησε τετράδυμα.: [449, 1252, 612, 1283]
- article-text: ΚΟΜΟ, 21. (Ἀσσ. Πρές). — Ὁ καγκελλάριος Ἀντενάουερ καὶ ὁ πρωθυπουργὸς τῆς Ἰταλίας κ. Φανφάνι συνηντήθησαν εἰς τὴν ἔπαυλιν τοῦ Κάντεναμπια καὶ συνεζήτησαν ἐπὶ μίαν ὥραν ζητήματα διεθνοῦς ἐνδιαφέροντος.: [225, 764, 437, 815]
- article-text: ΛΕΜΕΣΟΣ, 21. (Ρόυτερ). — Τὸ ἀμερικανικὸν ἀεροπλανοφόρον «Φορρεστάλ» κατέπλευσεν εἰς Λεμεσόν. Ὁ κυβερνήτης του ἠρνήθη ν᾽ ἀπαντήσῃ εἰς ἐρωτήσεις δημοσιογράφων, ἐὰν τὸ σκάφος κομίζῃ πυρηνικὰ ὅπλα. ΛΟΝΔΙΝΟΝ, 21.— Ὁ Ἀρχιεπίσκοπος Μακάριος ἐπανέρχεται εἰς Κύπρον.: [1175, 437, 1365, 498]
- article-text: ΟΥΑΣΙΓΚΤΩΝ, 21. (Ἀσσ. Πρές). — Αἱ Ἡνωμέναι Πολιτεῖαι ἀνεκοίνωσαν τὴν χορήγησιν δανείου 27.700.000 δολλαρίων εἰς τὴν Γιουγκοσλαβίαν.: [449, 544, 612, 585]
- article-text: ΑΘΗΝΑΙ, 21.— Τὸ ὑπουργεῖον τῶν Ἐσωτερικῶν ἀνεκοίνωσε τοὺς δήμους, κοινότητας καὶ ὀργανισμοὺς τῆς χώρας οἵτινες ἐβραβεύθησαν διὰ τὴν ἐκτέλεσιν σημαντικῶν κοινωφελῶν ἔργων κατὰ τὸ παρελθὸν ἔτος. Οἱ βραβευθέντες θὰ λάβουν χρηματικὰ ἔπαθλα.: [1175, 828, 1365, 879]
- headline: Ο ΚΥΒΕΡΝΗΤΗΣ ΤΟΥ «ΦΟΡΡΕΣΤΑΛ» ΗΡΝΗΘΗ Ν᾽ ΑΠΑΝΤΗΣΗ ΑΝ ΚΟΜΙΖΗ ΠΥΡΗΝΙΚΑ ΟΠΛΑ: [1194, 312, 1544, 343]
- article-text: ΟΥΑΣΙΓΚΤΩΝ, 21. (Ἀσσ. Πρές). — Τὸ ὑπουργεῖον Ἐξωτερικῶν ἀνεκοίνωσεν, ὅτι ἡ Σοβιετικὴ Ἕνωσις, διαμαρτυρηθεῖσα πρὸς τὰς Ἡνωμένας Πολιτείας, διότι ἀμερικανικὸν ἀναγνωριστικὸν ἀεροσκάφος τύπου «ΕΙ-47», παρεβίασε τὸν σοβιετικὸν ἐναέριον χῶρον, πλησίον τῆς νήσου Βὶγκ, ἐπὶ τῆς Θαλάσσης Καρά. Εἰς τὴν ἀνακοίνωσιν τοῦ Στέιτ Ντηπάρτμεντ ἀναφέρεται, ὅτι ἡ ἀμερικανικὴ κυβέρνησις, διὰ διεξήχθη ἔρευνα, ἀπήντησεν εἰς τὴν ρωσικὴν κυβέρνησιν, ὅτι δὲν πιστεύει, ὅτι ἔλαβε χώραν παραβίασις τοῦ σοβιετικοῦ ἐναερίου χώρου. Ἡ διαμαρτυρία τῆς Ρωσσίας, ἐγένετο ὀλίγας ἡμέρας μετὰ τὴν ἀνακοίνωσιν περὶ ἀπελευθερώσεως τῶν ἀμερικανῶν ἀεροπόρων ἀξιωματικῶν. Ἡ κυβέρνησις ἀπηντήθη, ὅτι τὸ ἀεροσκάφος τὸ ὁποῖον ἐπετέλει πτῆσιν, εὑρίσκετο τουλάχιστον 20 μίλια ἐκτὸς τοῦ σοβιετικοῦ χώρου.: [6, 197, 218, 337]
- column-2: [449, 10, 612, 2342]
- article-text: ΑΒΑΝΑ, 21. (Ἀσσ. Πρές). — Κατ᾽ ἐπίσημον ἀνακοίνωσιν, συνελήφθησαν εἰς τὸν ὅρμον τῆς Κούβας πέντε ἄνδρες, ἐξ ὧν ὁ εἷς ἀμερικανός, ἐπιχειροῦντες τὴν ἐκφόρτωσιν ὅπλων καὶ πυρομαχικῶν μὲ προορισμὸν τὰς ὁμάδας τῶν ἀνταρτῶν τῆς ὀροσειρᾶς Ἐσκαμπράϊ.: [6, 580, 437, 677]
- article-body: [623, 515, 1163, 682]
- headline: ΕΝΤΟΣ ΤΗΣ ΕΒΔΟΜΑΔΟΣ ΘΑ ΤΕΡΜΑΤΙΣΘΟΥΝ ΑΙ ΣΥΝΟΜΙΛΙΑΙ ΕΛΛΑΔΟΣ — Δ. ΓΕΡΜΑΝΙΑΣ: [1190, 937, 1547, 969]
- article-text: ΑΘΗΝΑΙ, 21.— Τὸ κεντρικὸν Ἰσραηλιτικὸν Συμβούλιον ζητεῖ, ὅπως ἀπὸ τὰ ποσὰ τῶν γερμανικῶν ἀποζημιώσεων δοθῇ ἔστω καὶ μία δραχμὴ εἰς ἕκαστον τῶν ἐπιζησάντων, διότι πρέπει πάντες νὰ δικαιωθοῦν καθολικῶς.: [1175, 233, 1562, 304]
- article-text: ΑΘΗΝΑΙ, 21.— Τὸ ὑπουργεῖον τῶν Ἐσωτερικῶν ἀνεκοίνωσε τοὺς δήμους, κοινότητας καὶ ὀργανισμοὺς τῆς χώρας οἵτινες ἐβραβεύθησαν διὰ τὴν ἐκτέλεσιν σημαντικῶν κοινωφελῶν ἔργων κατὰ τὸ παρελθὸν ἔτος. Οἱ βραβευθέντες θὰ λάβουν χρηματικὰ ἔπαθλα.: [1372, 828, 1562, 879]
- article-text: ΟΥΑΣΙΓΚΤΩΝ, 21. (Ἀσσ. Πρές). — Δημοσιογράφος ἠρνήθη νὰ ἀποκαλύψῃ τὴν πηγήν του καὶ κατεδικάσθη εἰς πρόστιμον.: [449, 751, 612, 781]
- headline: ΗΥΞΗΘΗΣΑΝ ΑΙ ΚΑΤΑΘΕΣΕΙΣ ΕΙΣ ΤΡΑΠΕΖΑΣ: [712, 989, 1074, 1008]
- kicker: Λόγῳ ἐλλείψεως καταστατικοῦ χάρτου: [83, 1157, 360, 1174]
- article-body: [1175, 829, 1562, 928]
- article-text: ΑΘΗΝΑΙ, 21.— Ἐντὸς τῆς ἑβδομάδος θὰ τερματισθοῦν αἱ συνομιλίαι μεταξὺ Ἑλλάδος καὶ Δυτικῆς Γερμανίας διὰ τὴν χορήγησιν δανείου 200.000.000 μάρκων πρὸς ἐκτέλεσιν παραγωγικῶν ἔργων.: [1175, 1011, 1365, 1061]
- section-label: ΣΤΡΑΥΜΑΤΙΣΘΗ ΖΕΥΓΟΣ ΓΑΛΛΩΝ: [242, 603, 420, 614]
- article-text: ΗΝΩΜΕΝΑ ΕΘΝΗ, 21. (Ρόυτερ). — Ὁ πρόεδρος τῆς Γενικῆς Συνελεύσεως τῶν Ἡνωμένων Ἐθνῶν κ. Μπόλαντ ἀνεκοίνωσεν, ὅτι ἡ σύνοδος θὰ τερματισθῇ τὴν 21ην Ἀπριλίου.: [449, 263, 612, 314]
- subheadline: ΕΠ᾽ ΕΥΚΑΙΡΙΑ ΤΟΥ ΣΥΝΕΔΡΙΟΥ ΤΟΥ Κ. ΚΟΜΜΑΤΟΣ ΑΥΣΤΡΙΑΣ: [1222, 68, 1515, 103]
- article-text: ΑΘΗΝΑΙ, 21.— Τὸ κεντρικὸν Ἰσραηλιτικὸν Συμβούλιον ζητεῖ, ὅπως ἀπὸ τὰ ποσὰ τῶν γερμανικῶν ἀποζημιώσεων δοθῇ ἔστω καὶ μία δραχμὴ εἰς ἕκαστον τῶν ἐπιζησάντων, διότι πρέπει πάντες νὰ δικαιωθοῦν καθολικῶς.: [1372, 243, 1562, 294]
- article-text: Ὡς ἐκ τούτου, ἡ κυβέρνησις τοῦ Λάος ἀντιμετωπίζει τὸν κίνδυνον διχοτομήσεως τῆς χώρας, ἐὰν δὲν ἐπιτευχθῇ ταχεῖα συνεννόησις μεταξὺ τῶν ἀντιπάλων παρατάξεων.: [982, 861, 1163, 903]
- article-text: Ὁ σοβιετικὸς ὑπουργὸς Ἐξωτερικῶν κ. Γκρομύκο, ὁμιλήσας κατόπιν, ἐπετέθη καὶ πάλιν κατὰ τοῦ κ. Χάμμαρσκελντ, τὸν ὁποῖον κατηγόρησεν ὡς ὄργανον τῶν ἀποικιοκρατῶν καὶ ἐζήτησε τὴν ἀντικατάστασίν του.: [1034, 363, 1163, 433]
- headline: ἐξέχοντες σταλινικοὶ ἡγέται: [1202, 39, 1535, 66]
- section-label: Η ΡΩΣΣΙΑ ΚΑΙ Η ΒΡΕΤΤΑΝΙΑ: [782, 1052, 867, 1075]
- article-text: ΑΘΗΝΑΙ, 21.— Ὁ πρόεδρος τοῦ Ἑλληνικοῦ Κέντρου Παραγωγικότητος κ. Καραμανῆς ἐπέστρεψεν χθὲς ἐκ Παρισίων, ὅπου παρηκολούθησε τὰ ἐγκαίνια τῆς ἑλληνικῆς ἐκθέσεως προϊόντων. Ὅλα τὰ ἐκθέματα προυκάλεσαν ζωηροτάτην ἐντύπωσιν εἰς τοὺς ἐπισκέπτας καὶ ὁ ἀντίκτυπος διὰ τὴν ἑλληνικὴν παραγωγὴν προβλέπεται σημαντικός.: [225, 937, 437, 998]
- article-body: [623, 1010, 1163, 1075]
- article-text: ΡΑΜΠΑΤ, 21.— Ὁ Ἕλλην μηχανικὸς κ. Παπαδάκης ἀνέλαβε τὴν ἐπίβλεψιν ἔργων ἀνοικοδομήσεως εἰς τὸ Ἀγαδίρ.: [449, 828, 612, 858]
- article-text: ΟΥΑΣΙΓΚΤΩΝ, 21. (Ἀσσ. Πρές). — Τὸ ὑπουργεῖον Ἐξωτερικῶν ἀνεκοίνωσεν, ὅτι ἡ Σοβιετικὴ Ἕνωσις, διαμαρτυρηθεῖσα πρὸς τὰς Ἡνωμένας Πολιτείας, διότι ἀμερικανικὸν ἀναγνωριστικὸν ἀεροσκάφος τύπου «ΕΙ-47», παρεβίασε τὸν σοβιετικὸν ἐναέριον χῶρον, πλησίον τῆς νήσου Βὶγκ, ἐπὶ τῆς Θαλάσσης Καρά. Εἰς τὴν ἀνακοίνωσιν τοῦ Στέιτ Ντηπάρτμεντ ἀναφέρεται, ὅτι ἡ ἀμερικανικὴ κυβέρνησις, διὰ διεξήχθη ἔρευνα, ἀπήντησεν εἰς τὴν ρωσικὴν κυβέρνησιν, ὅτι δὲν πιστεύει, ὅτι ἔλαβε χώραν παραβίασις τοῦ σοβιετικοῦ ἐναερίου χώρου. Ἡ διαμαρτυρία τῆς Ρωσσίας, ἐγένετο ὀλίγας ἡμέρας μετὰ τὴν ἀνακοίνωσιν περὶ ἀπελευθερώσεως τῶν ἀμερικανῶν ἀεροπόρων ἀξιωματικῶν. Ἡ κυβέρνησις ἀπηντήθη, ὅτι τὸ ἀεροσκάφος τὸ ὁποῖον ἐπετέλει πτῆσιν, εὑρίσκετο τουλάχιστον 20 μίλια ἐκτὸς τοῦ σοβιετικοῦ χώρου.: [225, 217, 437, 367]
- kicker: ΣΥΝΕΧΕΙΑ ΤΗΣ ΣΕΛΙΔΟΣ: [663, 868, 769, 879]
- article-text: ΜΥΤΙΛΗΝΗ, 21.— Τὸ τριμελὲς πλημμελειοδικεῖον κατεδίκασε τρεῖς ὀργάνους τῆς χωροφυλακῆς διὰ σωματικὰς βλάβας εἰς βάρος πολιτῶν τοῦ χωρίου Μανταμάδου. Ἡ δίκη προσείλκυσε πολὺ κοινόν.: [449, 61, 612, 111]
- article-text: ΑΘΗΝΑΙ, 21.— Ἐντὸς τῆς ἑβδομάδος θὰ τερματισθοῦν αἱ συνομιλίαι μεταξὺ Ἑλλάδος καὶ Δυτικῆς Γερμανίας διὰ τὴν χορήγησιν δανείου 200.000.000 μάρκων πρὸς ἐκτέλεσιν παραγωγικῶν ἔργων.: [1372, 1002, 1562, 1051]
- article-text: Ὡς ἐκ τούτου, ἡ κυβέρνησις τοῦ Λάος ἀντιμετωπίζει τὸν κίνδυνον διχοτομήσεως τῆς χώρας, ἐὰν δὲν ἐπιτευχθῇ ταχεῖα συνεννόησις μεταξὺ τῶν ἀντιπάλων παρατάξεων.: [982, 721, 1163, 762]
- article-text: ΜΥΤΙΛΗΝΗ, 21.— Τὸ τριμελὲς πλημμελειοδικεῖον κατεδίκασε τρεῖς ὀργάνους τῆς χωροφυλακῆς διὰ σωματικὰς βλάβας εἰς βάρος πολιτῶν τοῦ χωρίου Μανταμάδου. Ἡ δίκη προσείλκυσε πολὺ κοινόν.: [449, 113, 612, 163]
- section-label: Η ΕΛΕΥΘΕΡΑ ΚΥΒΕΡΝΗΣΙΣ: [41, 633, 182, 645]
- article-text: «Ὁ κ. Χρουστσιώφ, προσέθεσεν ὅτι τὸ ἀεροσκάφος διεπράχθη ὑπὸ τῶν Ἡνωμένων Πολιτειῶν καὶ ὅτι ἡ ἀπάντησις ἐγένετο ἐντὸς ἐκείνων τῶν ἡμερῶν, καθ᾽ ἃς ὁ πρόεδρος Κέννεντυ ἀνέλαβε τὰ καθήκοντά του. Εἰς τὴν σημείωσιν τοῦ Στέιτ Ντηπάρτμεντ ἀναφέρεται, ὅτι ἡ ἀμερικανικὴ κυβέρνησις, ἐπειδὴ ἠθέλησε νὰ διατηρήσῃ καλὰς σχέσεις, δὲν ἐπέμεινε.»: [6, 197, 437, 376]
- article-text: ΟΥΑΣΙΓΚΤΩΝ, 21. (Ἀσσ. Πρές). — Δημοσιογράφος ἠρνήθη νὰ ἀποκαλύψῃ τὴν πηγήν του καὶ κατεδικάσθη εἰς πρόστιμον.: [449, 719, 612, 750]
- headline: ΔΙ᾽ ΟΛΟΥΣ ΤΟΥΣ ΕΠΙΖΗΣΑΝΤΑΣ ΙΣΡΑΗΛΙΤΑΣ ΖΗΤΕΙ ΕΣΤΩ ΚΑΙ ΜΙΑΣ ΔΡΑΧ. ΑΠΟΖΗΜΙΩΣΙΝ Ο ΚΕΝΤΡΙΚΟΝ ΙΣΡΑΗΛΙΤΙΚΟΝ ΣΥΜΒΟΥΛΙΟΝ ΔΙΟΤΙ ΠΡΕΠΕΙ ΝΑ ΔΙΚΑΙΩΘΟΥΝ ΚΑΘΟΛΙΚΩΣ: [1189, 172, 1548, 231]
- article-text: ΑΘΗΝΑΙ, 21.— Ὁ πρόεδρος τοῦ Ἑλληνικοῦ Κέντρου Παραγωγικότητος κ. Καραμανῆς ἐπέστρεψεν χθὲς ἐκ Παρισίων, ὅπου παρηκολούθησε τὰ ἐγκαίνια τῆς ἑλληνικῆς ἐκθέσεως προϊόντων. Ὅλα τὰ ἐκθέματα προυκάλεσαν ζωηροτάτην ἐντύπωσιν εἰς τοὺς ἐπισκέπτας καὶ ὁ ἀντίκτυπος διὰ τὴν ἑλληνικὴν παραγωγὴν προβλέπεται σημαντικός.: [6, 877, 218, 938]
- article-body: [1175, 568, 1562, 678]
- article-text: ΠΑΡΙΣΙΟΙ, 21. (Ἀσσ. Πρές). — Ἡ γαλλικὴ κυβέρνησις ἀπεφάσισε τὴν ἀπέλασιν τοῦ στρατιωτικοῦ ἀκολούθου τῆς πολωνικῆς πρεσβείας, ὡς ἐπιδοθέντος εἰς κατασκοπείαν.: [1372, 1203, 1562, 1244]
- headline: Ο κ. ΚΑΡΑΜΑΝΛΗΣ ΕΝΗΜΕΡΩΣΕ ΤΟΝ ΒΑΣΙΛΕΑ: [455, 867, 606, 892]
- article-text: Ὡς ἐκ τούτου, ἡ κυβέρνησις τοῦ Λάος ἀντιμετωπίζει τὸν κίνδυνον διχοτομήσεως τῆς χώρας, ἐὰν δὲν ἐπιτευχθῇ ταχεῖα συνεννόησις μεταξὺ τῶν ἀντιπάλων παρατάξεων.: [623, 911, 796, 962]
- article-text: ΛΕΜΕΣΟΣ, 21. (Ρόυτερ). — Τὸ ἀμερικανικὸν ἀεροπλανοφόρον «Φορρεστάλ» κατέπλευσεν εἰς Λεμεσόν. Ὁ κυβερνήτης του ἠρνήθη ν᾽ ἀπαντήσῃ εἰς ἐρωτήσεις δημοσιογράφων, ἐὰν τὸ σκάφος κομίζῃ πυρηνικὰ ὅπλα. ΛΟΝΔΙΝΟΝ, 21.— Ὁ Ἀρχιεπίσκοπος Μακάριος ἐπανέρχεται εἰς Κύπρον.: [1175, 361, 1365, 421]
- article-text: ΠΑΡΙΣΙΟΙ, 21. (Ἀσσ. Πρές). — Ἡ γαλλικὴ κυβέρνησις ἀπεφάσισε τὴν ἀπέλασιν τοῦ στρατιωτικοῦ ἀκολούθου τῆς πολωνικῆς πρεσβείας, ὡς ἐπιδοθέντος εἰς κατασκοπείαν.: [1175, 1193, 1562, 1244]
- article-text: ΗΝΩΜΕΝΑ ΕΘΝΗ, 21. (Ἀσσ. Πρές). — Κατὰ τὴν σημερινὴν συνεδρίασιν τῆς γενικῆς συνελεύσεως τῶν Ἡνωμένων Ἐθνῶν, ὁ Ἀμερικανὸς ἀντιπρόσωπος κ. Στήβενσον κατηγόρησε τὴν Σοβιετικὴν Ἕνωσιν, ὅτι παρεμποδίζει συστηματικῶς τὰς προσπαθείας τοῦ Διεθνοῦς Ὀργανισμοῦ πρὸς ἀποκατάστασιν τῆς τάξεως εἰς τὸ Κογκό. Ὁ κ. Στήβενσον ἐτόνισεν ὅτι αἱ Ἡνωμέναι Πολιτεῖαι ὑποστηρίζουν πλήρως τὸν γενικὸν γραμματέα κ. Χάμμαρσκελντ.: [760, 164, 890, 304]
- section-label: Ο ΝΕΟΣ ΥΠΟΔΙΟΙΚΗΤΗΣ: [1035, 203, 1162, 215]
- column-rule: [617, 10, 618, 2342]
- headline: ΗΡΝΗΘΗ ΝΑ ΑΠΟΚΑΛΥΨΗ ΤΗΝ ΠΛΗΡΟΦΟΡΙΟΔΟΤΗΝ ΚΑΙ ΕΤΙΜΩΡΗΘΗ: [457, 680, 604, 717]
- article-text: ΑΘΗΝΑΙ, 21.— Ἐντὸς τῆς ἑβδομάδος θὰ τερματισθοῦν αἱ συνομιλίαι μεταξὺ Ἑλλάδος καὶ Δυτικῆς Γερμανίας διὰ τὴν χορήγησιν δανείου 200.000.000 μάρκων πρὸς ἐκτέλεσιν παραγωγικῶν ἔργων.: [1175, 971, 1365, 1022]
- article-body: [1175, 104, 1562, 164]
- headline: ΚΑΤΑΔΙΚΗ ΟΡΓΑΝΩΝ ΤΗΣ ΧΩΡΟΦΥΛΑΚΗΣ ΔΙΑ ΣΩΜΑΤΙΚΑΣ ΒΛΑΒΑΣ ΕΙΣ ΒΑΡΟΣ ΠΟΛΙΤΩΝ: [462, 13, 599, 58]
- section-label: ΑΛΛΑΙ ΕΝΕΡΓΕΙΑΙ: [174, 378, 269, 390]
- article-text: ΕΛΙΖΑΜΠΕΤΒΙΛ, 21. (Ρόυτερ). — Ἐκπρόσωπος τοῦ κ. Τσόμπε ἀνεκοίνωσεν, ὅτι ἡ Κατάγκα δὲν θὰ ἐπιτρέψῃ τὴν εἴσοδον νέων στρατευμάτων τοῦ ΟΗΕ εἰς τὸ ἔδαφός της. ΝΕΑ ΥΟΡΚΗ, 21. — Αἱ ἀντιπροσωπεῖαι τῶν ἀφρικανικῶν κρατῶν ἐζήτησαν τὴν ἀποστολὴν δύο εἰδικῶν ἀπεσταλμένων εἰς Λεοπολδβίλ. ΒΕΛΙΓΡΑΔΙΟΝ, 21. (Ρόυτερ). — Ὁ στρατάρχης Τίτο ἀπέστειλε μήνυμα πρὸς τὸν γενικὸν γραμματέα τοῦ ΟΗΕ.: [760, 150, 1027, 430]
- article-text: ΑΘΗΝΑΙ, 21.— Ὡς ἐγνώσθη, ὁ ὑπουργὸς Παιδείας κ. Βογιατζῆς ἐζήτησε παρὰ τῆς Ἱερᾶς Συνόδου ὅπως ὑποδείξῃ τοὺς ἐκλογίμους διὰ τὰς κενὰς μητροπόλεις Σερρῶν καὶ Σύρου. Ἡ Ἱερὰ Σύνοδος ὅμως ἀπήντησεν, ὅτι πρέπει πρῶτον νὰ ψηφισθῇ ὁ νέος καταστατικὸς χάρτης τῆς Ἐκκλησίας.: [6, 1323, 218, 1374]
- section-label: ΑΙ ΑΜΕΡΙΚΑΝΙΚΑΙ ΠΡΟΤΑΣΕΙΣ: [1052, 538, 1146, 561]
- headline: ΟΙ ΦΟΙΤΗΤΑΙ ΤΗΣ ΣΧΟΛΗΣ ΦΥΣΙΚΟΜΑΘΗΜΑΤΙΚΩΝ Θ᾽ ΑΠΕΡΓΗΣΟΥΝ ΕΠΙ 48ΩΡΟΝ: [455, 943, 606, 980]
- headline: ΑΣΤΡΟΝΑΥΤΗΣ ΠΟΝΤΙΚΟΣ ΠΑΤΗΡ ΤΕΤΡΑΔΥΜΩΝ...: [460, 1226, 601, 1250]
- article-text: ΓΕΝΕΥΗ, 21. (Ἀσσ. Πρές). — Κατὰ τὴν ἔναρξιν τῆς σημερινῆς συνεδριάσεως τῆς διασκέψεως διὰ τὴν ἀπαγόρευσιν τῶν πυρηνικῶν δοκιμῶν, αἱ Ἡνωμέναι Πολιτεῖαι καὶ ἡ Μεγάλη Βρεταννία ὑπέβαλον νέας προτάσεις, αἱ ὁποῖαι ἀνοίγουν τὴν ὁδὸν διὰ τὴν ταχεῖαν συμφωνίαν. Αἱ παραχωρήσεις ἀφοροῦν τὸν ἀριθμὸν τῶν σταθμῶν ἐλέγχου καὶ τὴν σύνθεσιν τῆς ἐπιτροπῆς ἐπιθεωρήσεως.: [1034, 562, 1163, 682]
- article-text: ΑΘΗΝΑΙ, 21.— Οἱ φοιτηταὶ τῆς Φυσικομαθηματικῆς Σχολῆς ἀπεφάσισαν 48ωρον ἀπεργίαν διαμαρτυρόμενοι διὰ τὰς ἐλλείψεις τῶν ἐργαστηρίων.: [449, 981, 612, 1022]
- article-text: ΓΕΝΕΥΗ, 21. (Ἀσσ. Πρές). — Κατὰ τὴν ἔναρξιν τῆς σημερινῆς συνεδριάσεως τῆς διασκέψεως διὰ τὴν ἀπαγόρευσιν τῶν πυρηνικῶν δοκιμῶν, αἱ Ἡνωμέναι Πολιτεῖαι καὶ ἡ Μεγάλη Βρεταννία ὑπέβαλον νέας προτάσεις, αἱ ὁποῖαι ἀνοίγουν τὴν ὁδὸν διὰ τὴν ταχεῖαν συμφωνίαν. Αἱ παραχωρήσεις ἀφοροῦν τὸν ἀριθμὸν τῶν σταθμῶν ἐλέγχου καὶ τὴν σύνθεσιν τῆς ἐπιτροπῆς ἐπιθεωρήσεως.: [623, 514, 753, 635]
- headline: ΔΙΑΓΡΑΦΕΤΑΙ Ο ΚΙΝΔΥΝΟΣ ΔΙΧΟΤΟΜΗΣΕΩΣ: [642, 840, 957, 856]
- article-text: ΒΙΕΝΝΗ, 21. (Ρόυτερ). — Ἐφημερὶς τῆς δεξιᾶς γράφει, ὅτι ἐξέχοντες σταλινικοὶ ἡγέται κομμουνιστικῶν κομμάτων ἀναμένονται εἰς Βιέννην διὰ νὰ παρακολουθήσουν τὸ συνέδριον τοῦ κομμουνιστικοῦ κόμματος τῆς Αὐστρίας. Μεταξὺ αὐτῶν ἀναφέρονται καὶ ἡγέται τῆς Ἀλβανίας.: [1175, 104, 1365, 164]
- article-text: ΑΘΗΝΑΙ, 21.— Ὁ πρόεδρος τῆς κυβερνήσεως κ. Καραμανλῆς ἐγένετο δεκτὸς ὑπὸ τοῦ Βασιλέως καὶ τὸν ἐνημέρωσεν ἐπὶ τῶν τρεχόντων ζητημάτων.: [449, 894, 612, 935]
- article-text: Ἐπειδὴ δὲν ἐπεσημάνθη συμφωνία μεταξὺ τῶν ἁρμοδίων ὑπουργῶν Γεωργίας καὶ Βιομηχανίας, ἡ ἀποστράγγισις τοῦ ἰχθυοτροφείου Καρυῶν ἀνεβλήθη. Οἱ ἰχθυοπαραγωγοὶ ζητοῦν ἐπειγόντως ἀπόφασιν, διότι ἡ καθυστέρησις προκαλεῖ ζημίας εἰς τὴν παραγωγὴν τοῦ τόπου.: [6, 1051, 218, 1101]
- headline: ΣΥΝΕΛΗΦΘΗΣΑΝ ΕΙΣ ΤΟΝ ΟΡΜΟΝ ΤΗΣ ΚΟΥΒΑΣ ΠΕΝΤΕ ΑΝΔΡΕΣ, ΕΞ ΩΝ Ο ΕΙΣ ΑΜΕΡΙΚΑΝΟΣ ΕΠΙΧΕΙΡΟΥΝΤΕΣ ΤΗΝ ΕΚΦΟΡΤΩΣΙΝ ΟΠΛΩΝ ΜΕ ΠΡΟΟΡΙΣΜΟΝ ΤΑΣ ΟΜΑΔΑΣ ΑΝΤΑΡΤΩΝ: [30, 511, 413, 578]
- article-text: ΑΘΗΝΑΙ, 21.— Ἐντὸς τῆς ἑβδομάδος θὰ τερματισθοῦν αἱ συνομιλίαι μεταξὺ Ἑλλάδος καὶ Δυτικῆς Γερμανίας διὰ τὴν χορήγησιν δανείου 200.000.000 μάρκων πρὸς ἐκτέλεσιν παραγωγικῶν ἔργων.: [1203, 971, 1562, 1061]
- article-text: Ἐπειδὴ δὲν ἐπεσημάνθη συμφωνία μεταξὺ τῶν ἁρμοδίων ὑπουργῶν Γεωργίας καὶ Βιομηχανίας, ἡ ἀποστράγγισις τοῦ ἰχθυοτροφείου Καρυῶν ἀνεβλήθη. Οἱ ἰχθυοπαραγωγοὶ ζητοῦν ἐπειγόντως ἀπόφασιν, διότι ἡ καθυστέρησις προκαλεῖ ζημίας εἰς τὴν παραγωγὴν τοῦ τόπου.: [6, 1091, 218, 1150]
- article-text: ΗΝΩΜΕΝΑ ΕΘΝΗ, 21. (Ἀσσ. Πρές). — Κατὰ τὴν σημερινὴν συνεδρίασιν τῆς γενικῆς συνελεύσεως τῶν Ἡνωμένων Ἐθνῶν, ὁ Ἀμερικανὸς ἀντιπρόσωπος κ. Στήβενσον κατηγόρησε τὴν Σοβιετικὴν Ἕνωσιν, ὅτι παρεμποδίζει συστηματικῶς τὰς προσπαθείας τοῦ Διεθνοῦς Ὀργανισμοῦ πρὸς ἀποκατάστασιν τῆς τάξεως εἰς τὸ Κογκό. Ὁ κ. Στήβενσον ἐτόνισεν ὅτι αἱ Ἡνωμέναι Πολιτεῖαι ὑποστηρίζουν πλήρως τὸν γενικὸν γραμματέα κ. Χάμμαρσκελντ.: [623, 150, 753, 290]
- subheadline: Ἡ Οὐάσιγκτων ἀμφισβητεῖ τὰ καταγγελλόμενα: [54, 179, 389, 196]
- article-text: ΓΕΝΕΥΗ, 21. (Ἀσσ. Πρές). — Κατὰ τὴν ἔναρξιν τῆς σημερινῆς συνεδριάσεως τῆς διασκέψεως διὰ τὴν ἀπαγόρευσιν τῶν πυρηνικῶν δοκιμῶν, αἱ Ἡνωμέναι Πολιτεῖαι καὶ ἡ Μεγάλη Βρεταννία ὑπέβαλον νέας προτάσεις, αἱ ὁποῖαι ἀνοίγουν τὴν ὁδὸν διὰ τὴν ταχεῖαν συμφωνίαν. Αἱ παραχωρήσεις ἀφοροῦν τὸν ἀριθμὸν τῶν σταθμῶν ἐλέγχου καὶ τὴν σύνθεσιν τῆς ἐπιτροπῆς ἐπιθεωρήσεως.: [760, 514, 1027, 674]
- article-body: [1175, 361, 1562, 511]
- article-text: ΛΕΜΕΣΟΣ, 21. (Ρόυτερ). — Τὸ ἀμερικανικὸν ἀεροπλανοφόρον «Φορρεστάλ» κατέπλευσεν εἰς Λεμεσόν. Ὁ κυβερνήτης του ἠρνήθη ν᾽ ἀπαντήσῃ εἰς ἐρωτήσεις δημοσιογράφων, ἐὰν τὸ σκάφος κομίζῃ πυρηνικὰ ὅπλα. ΛΟΝΔΙΝΟΝ, 21.— Ὁ Ἀρχιεπίσκοπος Μακάριος ἐπανέρχεται εἰς Κύπρον.: [1372, 361, 1562, 421]
- article-text: ΟΥΑΣΙΓΚΤΩΝ, 21. (Ἀσσ. Πρές). — Τὸ ὑπουργεῖον Ἐξωτερικῶν ἀνεκοίνωσεν, ὅτι ἡ Σοβιετικὴ Ἕνωσις, διαμαρτυρηθεῖσα πρὸς τὰς Ἡνωμένας Πολιτείας, διότι ἀμερικανικὸν ἀναγνωριστικὸν ἀεροσκάφος τύπου «ΕΙ-47», παρεβίασε τὸν σοβιετικὸν ἐναέριον χῶρον, πλησίον τῆς νήσου Βὶγκ, ἐπὶ τῆς Θαλάσσης Καρά. Εἰς τὴν ἀνακοίνωσιν τοῦ Στέιτ Ντηπάρτμεντ ἀναφέρεται, ὅτι ἡ ἀμερικανικὴ κυβέρνησις, διὰ διεξήχθη ἔρευνα, ἀπήντησεν εἰς τὴν ρωσικὴν κυβέρνησιν, ὅτι δὲν πιστεύει, ὅτι ἔλαβε χώραν παραβίασις τοῦ σοβιετικοῦ ἐναερίου χώρου. Ἡ διαμαρτυρία τῆς Ρωσσίας, ἐγένετο ὀλίγας ἡμέρας μετὰ τὴν ἀνακοίνωσιν περὶ ἀπελευθερώσεως τῶν ἀμερικανῶν ἀεροπόρων ἀξιωματικῶν. Ἡ κυβέρνησις ἀπηντήθη, ὅτι τὸ ἀεροσκάφος τὸ ὁποῖον ἐπετέλει πτῆσιν, εὑρίσκετο τουλάχιστον 20 μίλια ἐκτὸς τοῦ σοβιετικοῦ χώρου.: [6, 392, 437, 503]
- article-text: ΒΡΥΞΕΛΛΑΙ, 21. (Γ.Π.). — Εἰς ἀνακοίνωσιν τῆς διεθνοῦς ὀργανώσεως διατροφῆς τῶν Ἡνωμένων Ἐθνῶν ἀναφέρεται ὅτι ἑκατοντάδες χιλιάδες Κογκολέζων λιμώττουν καὶ ἐπιβάλλεται ἡ ἄμεσος ἀποστολὴ τροφίμων. Τὸ θέμα τοῦ Κογκὸ ἔφθασεν εἰς ἀδιέξοδον κατὰ τὰς συνομιλίας.: [1372, 617, 1562, 677]
- article-body: [1175, 1194, 1562, 1244]
- headline: ΑΝΕΥΡΕΘΗΣΑΝ ΤΑ ΠΤΩΜΑΤΑ ΙΑΠΩΝΩΝ ΑΝΘΡΑΚΩΡΥΧΩΝ ΟΙΤΙΝΕΣ ΕΦΟΝΕΥΘΗΣΑΝ ΚΑΤΑΣΤΟΛΗΝ ΠΥΡΚΑΙΑΣ: [458, 1291, 603, 1351]
- article-text: ΑΘΗΝΑΙ, 21.— Ὁ πρόεδρος τοῦ Ἑλληνικοῦ Κέντρου Παραγωγικότητος κ. Καραμανῆς ἐπέστρεψεν χθὲς ἐκ Παρισίων, ὅπου παρηκολούθησε τὰ ἐγκαίνια τῆς ἑλληνικῆς ἐκθέσεως προϊόντων. Ὅλα τὰ ἐκθέματα προυκάλεσαν ζωηροτάτην ἐντύπωσιν εἰς τοὺς ἐπισκέπτας καὶ ὁ ἀντίκτυπος διὰ τὴν ἑλληνικὴν παραγωγὴν προβλέπεται σημαντικός.: [225, 877, 437, 938]
- article-text: ΚΑΖΑΜΠΛΑΝΚΑ, 21. (Ρόυτερ). — Ὁ κ. Μαχτζούμπ, γενικὸς γραμματεὺς τοῦ ὑπουργείου Ἀμύνης, ἐδήλωσεν ὅτι μόνον 14 ἀεροσκάφη «Μὶγκ» παρεδόθησαν εἰς τὸ Μαρόκον.: [449, 1168, 612, 1218]
- column-3: [623, 10, 1163, 2342]
- article-body: [1175, 972, 1562, 1061]
- subheadline: ΕΠΑΝΕΡΧΕΤΑΙ Ο ΜΑΚΑΡΙΟΣ ΕΙΣ ΤΗΝ ΚΥΠΡΟΝ: [1242, 345, 1495, 359]
- article-text: ΟΥΑΣΙΓΚΤΩΝ, 21. (Ρόυτερ). — Πέρσαι σπουδασταὶ ἀντικυβερνητικῶν πεποιθήσεων προεκάλεσαν ἐπεισόδια κατὰ τὴν διάρκειαν δεξιώσεως παρουσίᾳ τοῦ πρεσβευτοῦ τῆς Περσίας.: [1372, 741, 1562, 781]
- section-label: Η ΣΗΜΑΝΤΙΚΩΤΕΡΑ: [635, 637, 740, 649]
- article-text: ΚΑΪΡΟΝ, 21. (Ρόυτερ). — Ὑπεγράφη σήμερον συμφωνία οἰκονομικῆς συνεργασίας μεταξὺ τῆς Γιουγκοσλαβίας καὶ τῆς Ἡνωμένης Ἀραβικῆς Δημοκρατίας.: [1372, 1111, 1562, 1151]
- article-text: ΑΘΗΝΑΙ, 21.— Σύμφωνα μὲ τὰ στοιχεῖα τῆς Τραπέζης τῆς Ἑλλάδος, αἱ καταθέσεις εἰς τὰς τραπέζας ηὐξήθησαν κατὰ τὸν παρελθόντα μῆνα κατὰ 149.000.000 δραχμῶν.: [897, 1009, 1163, 1070]
- article-text: ΑΘΗΝΑΙ, 21.— Σύμφωνα μὲ τὰ στοιχεῖα τῆς Τραπέζης τῆς Ἑλλάδος, αἱ καταθέσεις εἰς τὰς τραπέζας ηὐξήθησαν κατὰ τὸν παρελθόντα μῆνα κατὰ 149.000.000 δραχμῶν.: [623, 1009, 890, 1070]
- headline: ΔΕΝ ΘΑ ΓΙΝΗ ΣΥΝΤΟΜΩΣ ΕΚΛΟΓΗ ΝΕΩΝ ΜΗΤΡΟΠΟΛΙΤΩΝ ΔΙΑ ΤΑΣ ΣΕΡΡΑΣ ΚΑΙ ΤΗΝ ΣΥΡΟΝ: [9, 1176, 434, 1239]
